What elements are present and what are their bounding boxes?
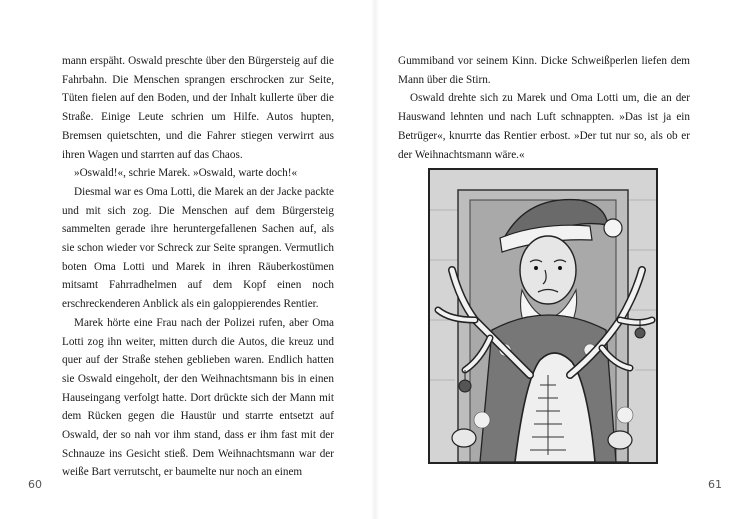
book-gutter xyxy=(371,0,379,519)
illustration-drawing xyxy=(430,170,656,462)
paragraph: Oswald drehte sich zu Marek und Oma Lotti um, die an der Hauswand lehnten und nach Luft schnappten. »Das ist ja ein Betrüger«, knurrte das Rentier erbost. »Der tut nur so, als ob er der Weihnachtsmann wäre.« xyxy=(398,92,690,161)
page-number-right: 61 xyxy=(708,478,722,491)
paragraph: Marek hörte eine Frau nach der Polizei rufen, aber Oma Lotti zog ihn weiter, mitten durch die Autos, die kreuz und quer auf der Straße stehen geblieben waren. Endlich hatten sie Oswald eingeholt, der den Weihnachtsmann bis in einen Hauseingang verfolgt hatte. Dort drückte sich der Mann mit dem Rücken gegen die Haustür und starrte entsetzt auf Oswald, der so nah vor ihm stand, dass er ihm fast mit der Schnauze ins Gesicht stieß. Dem Weihnachtsmann war der weiße Bart verrutscht, er baumelte nur noch an einem xyxy=(62,316,334,479)
paragraph: »Oswald!«, schrie Marek. »Oswald, warte doch!« xyxy=(74,167,298,180)
page-number-left: 60 xyxy=(28,478,42,491)
paragraph: Diesmal war es Oma Lotti, die Marek an der Jacke packte und mit sich zog. Die Menschen auf dem Bürgersteig sammelten gerade ihre heruntergefallenen Sachen auf, als sie schon wieder vor Schreck zur Seite sprangen. Vermutlich boten Oma Lotti und Marek in ihren Räuberkostümen mitsamt Fahrradhelmen auf dem Kopf einen noch erschreckenderen Anblick als ein galoppierendes Rentier. xyxy=(62,185,334,311)
right-page-text xyxy=(398,52,690,164)
paragraph: Gummiband vor seinem Kinn. Dicke Schweißperlen liefen dem Mann über die Stirn. xyxy=(398,55,690,86)
santa-reindeer-illustration xyxy=(428,168,658,464)
paragraph: mann erspäht. Oswald preschte über den Bürgersteig auf die Fahrbahn. Die Menschen sprangen erschrocken zur Seite, Tüten fielen auf den Boden, und der Inhalt kullerte über die Straße. Einige Leute schrien um Hilfe. Autos hupten, Bremsen quietschten, und die Fahrer stiegen verwirrt aus ihren Wagen und starrten auf das Chaos. xyxy=(62,55,334,161)
left-page-text xyxy=(62,52,334,482)
